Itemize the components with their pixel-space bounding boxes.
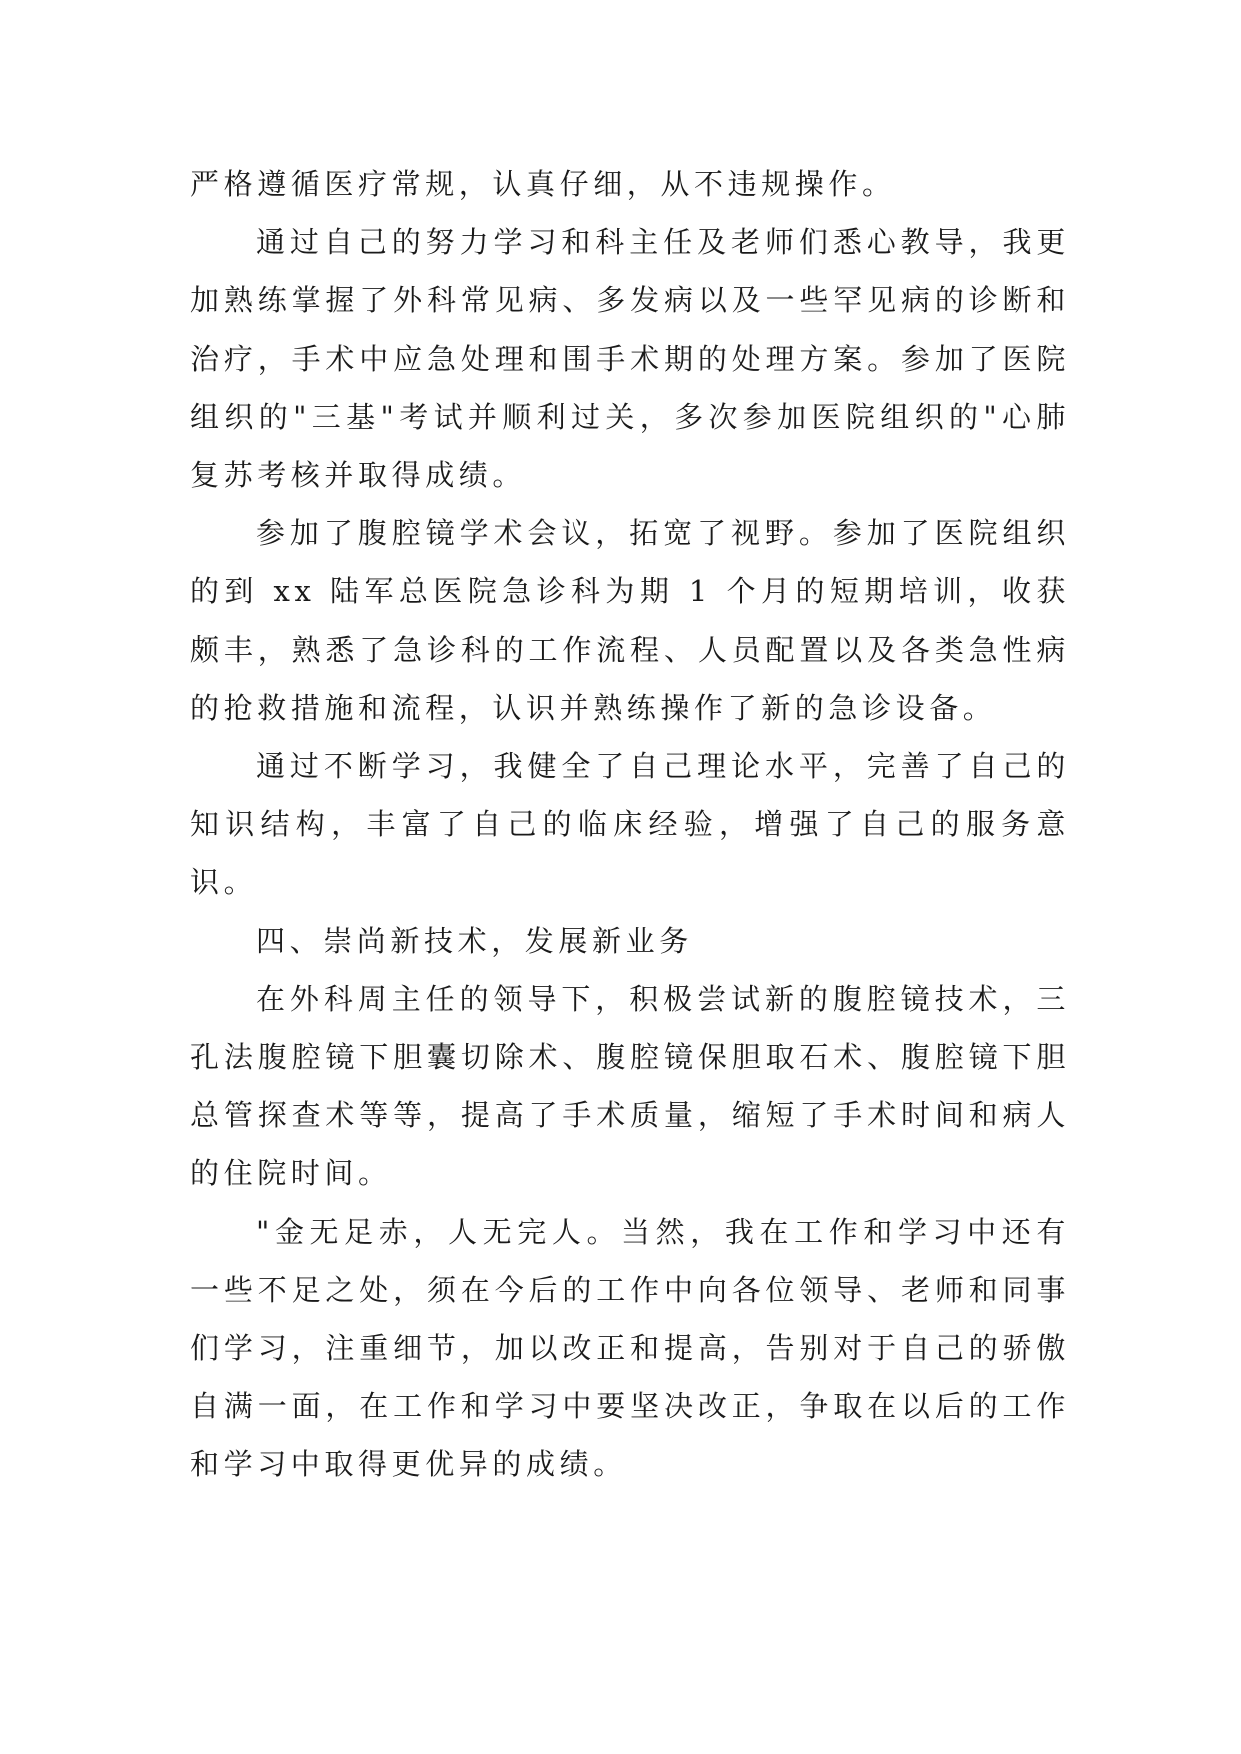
paragraph-5: 在外科周主任的领导下，积极尝试新的腹腔镜技术，三孔法腹腔镜下胆囊切除术、腹腔镜保胆取石术、腹腔镜下胆总管探查术等等，提高了手术质量，缩短了手术时间和病人的住院时间。 [190, 981, 1070, 1191]
paragraph-2: 通过自己的努力学习和科主任及老师们悉心教导，我更加熟练掌握了外科常见病、多发病以及一些罕见病的诊断和治疗，手术中应急处理和围手术期的处理方案。参加了医院组织的"三基"考试并顺利过关，多次参加医院组织的"心肺复苏考核并取得成绩。 [190, 225, 1070, 493]
paragraph-4: 通过不断学习，我健全了自己理论水平，完善了自己的知识结构，丰富了自己的临床经验，增强了自己的服务意识。 [190, 749, 1070, 900]
paragraph-3: 参加了腹腔镜学术会议，拓宽了视野。参加了医院组织的到 xx 陆军总医院急诊科为期 1 个月的短期培训，收获颇丰，熟悉了急诊科的工作流程、人员配置以及各类急性病的抢救措施和流程，认识并熟练操作了新的急诊设备。 [190, 516, 1070, 725]
paragraph-1: 严格遵循医疗常规，认真仔细，从不违规操作。 [190, 167, 896, 201]
document-body [190, 155, 1070, 1494]
paragraph-6: "金无足赤，人无完人。当然，我在工作和学习中还有一些不足之处，须在今后的工作中向各位领导、老师和同事们学习，注重细节，加以改正和提高，告别对于自己的骄傲自满一面，在工作和学习中要坚决改正，争取在以后的工作和学习中取得更优异的成绩。 [190, 1214, 1070, 1482]
section-heading: 四、崇尚新技术，发展新业务 [256, 923, 693, 958]
